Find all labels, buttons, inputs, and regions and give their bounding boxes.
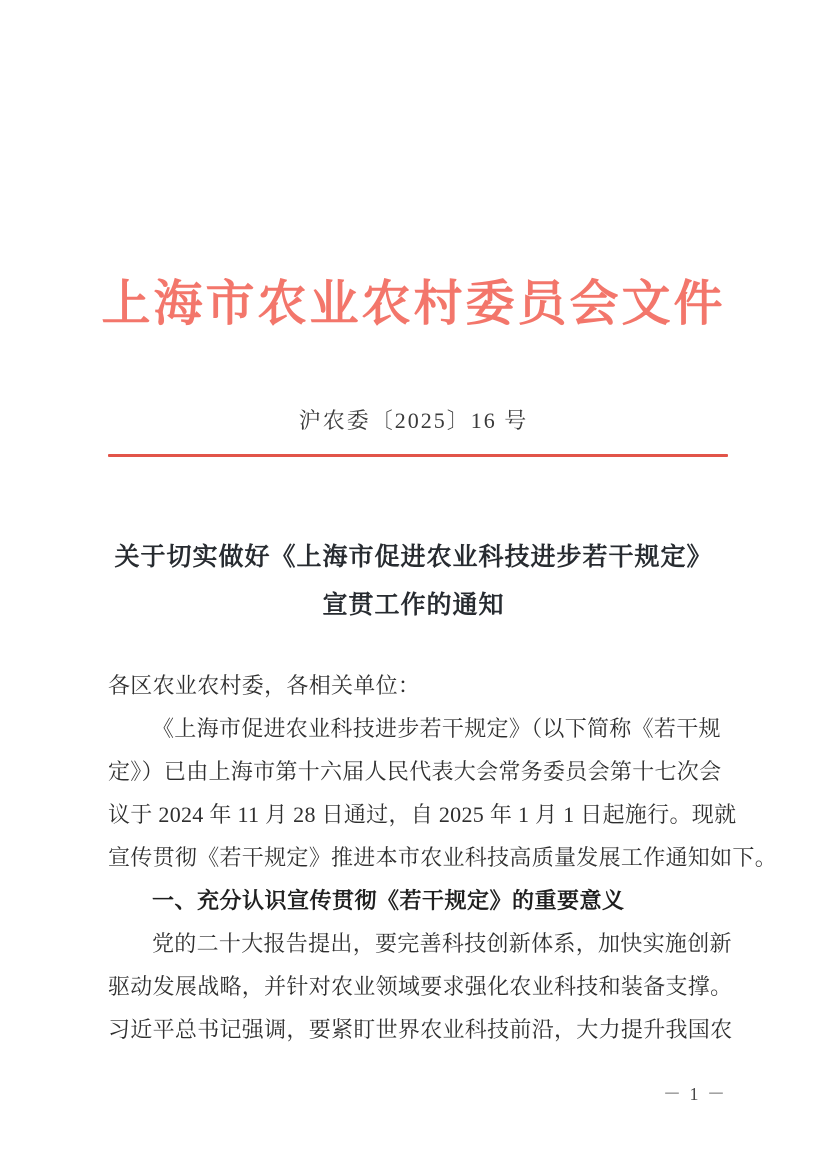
body-line: 《上海市促进农业科技进步若干规定》（以下简称《若干规 — [152, 716, 721, 741]
body-line: 习近平总书记强调，要紧盯世界农业科技前沿，大力提升我国农 — [108, 1017, 733, 1042]
document-title-line-2: 宣贯工作的通知 — [322, 592, 505, 619]
document-body — [108, 664, 778, 1051]
document-number: 沪农委〔2025〕16 号 — [298, 408, 529, 433]
body-line: 议于 2024 年 11 月 28 日通过，自 2025 年 1 月 1 日起施行。现就 — [108, 802, 737, 827]
body-line: 宣传贯彻《若干规定》推进本市农业科技高质量发展工作通知如下。 — [108, 845, 778, 870]
document-title — [0, 534, 827, 630]
body-line: 党的二十大报告提出，要完善科技创新体系，加快实施创新 — [152, 931, 732, 956]
letterhead-title: 上海市农业农村委员会文件 — [101, 276, 726, 331]
page-number: － 1 － — [663, 1084, 727, 1104]
document-title-line-1: 关于切实做好《上海市促进农业科技进步若干规定》 — [114, 544, 713, 571]
salutation-line: 各区农业农村委，各相关单位： — [108, 673, 421, 698]
body-line: 驱动发展战略，并针对农业领域要求强化农业科技和装备支撑。 — [108, 974, 733, 999]
section-heading-1: 一、充分认识宣传贯彻《若干规定》的重要意义 — [152, 888, 625, 913]
red-divider-rule — [108, 454, 728, 457]
body-line: 定》）已由上海市第十六届人民代表大会常务委员会第十七次会 — [108, 759, 722, 784]
